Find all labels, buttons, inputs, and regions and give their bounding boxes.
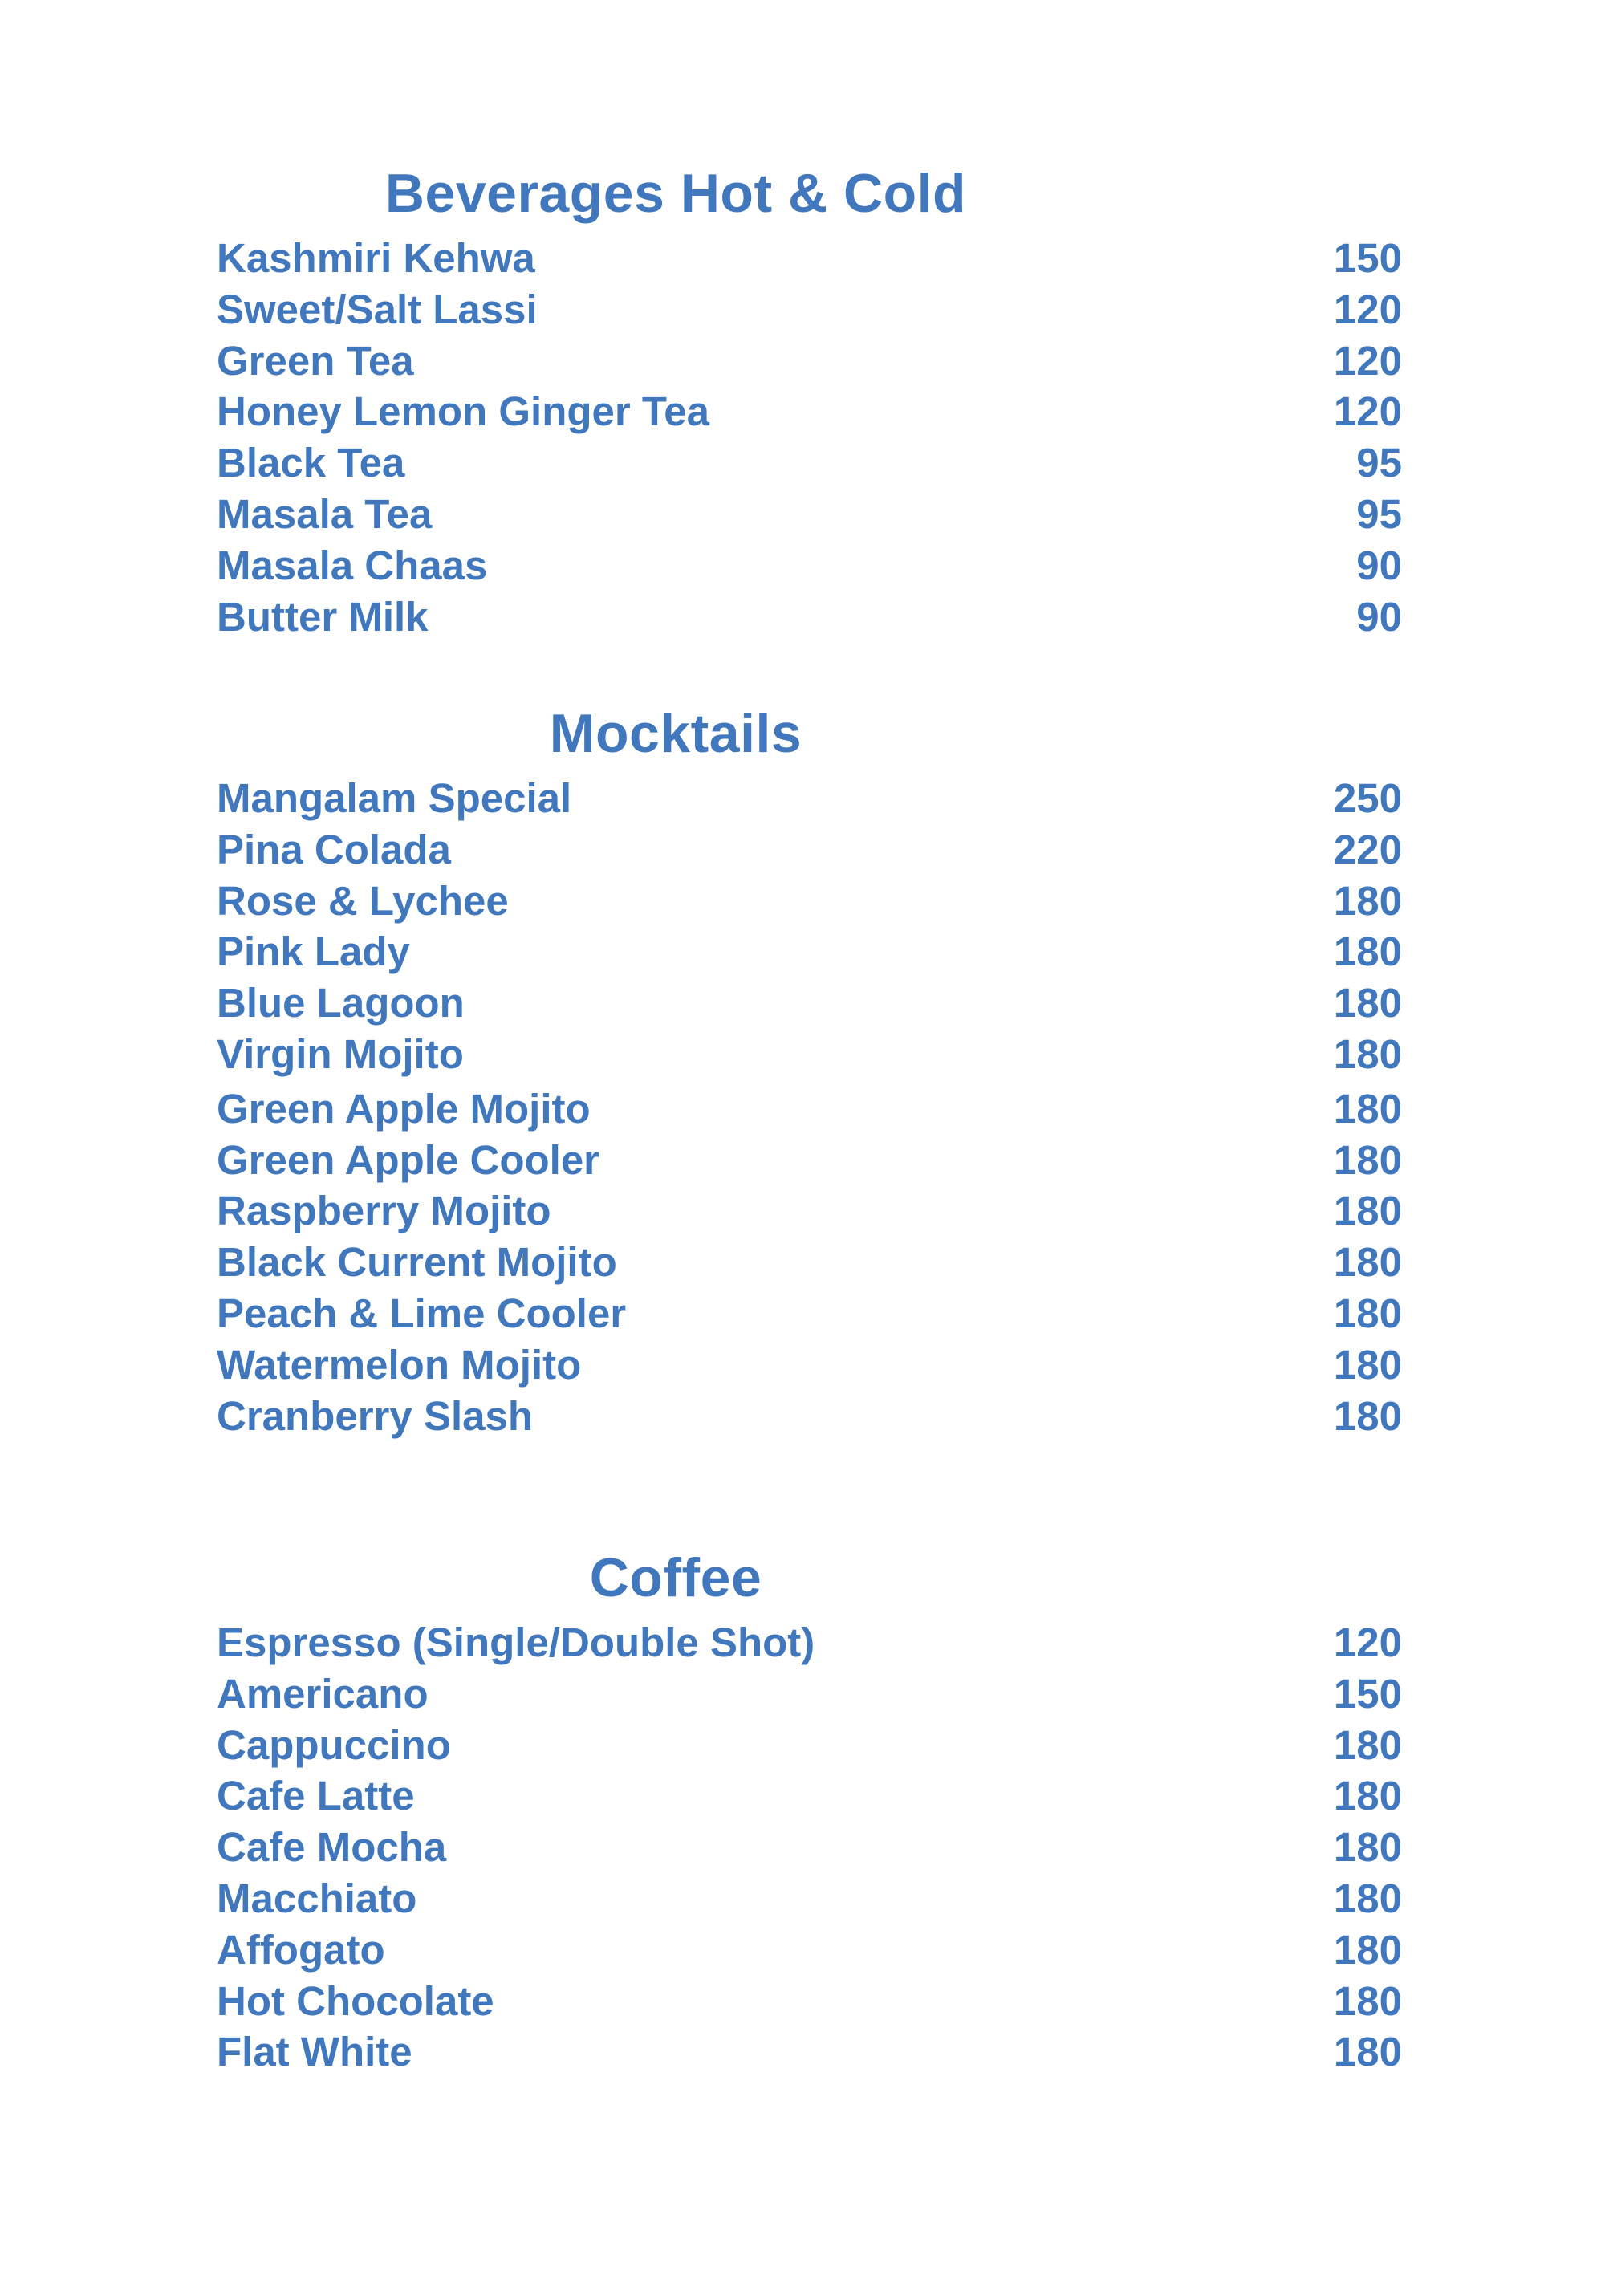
item-name: Green Apple Mojito	[217, 1085, 591, 1132]
item-price: 90	[1356, 542, 1402, 588]
item-price: 250	[1333, 775, 1402, 821]
item-name: Blue Lagoon	[217, 980, 465, 1026]
menu-item-row	[217, 1720, 1402, 1771]
item-name: Black Tea	[217, 440, 405, 486]
item-price: 120	[1333, 1619, 1402, 1665]
item-price: 180	[1333, 1030, 1402, 1077]
menu-item-row	[217, 1339, 1402, 1391]
item-name: Mangalam Special	[217, 775, 572, 821]
item-price: 180	[1333, 929, 1402, 975]
menu-item-row	[217, 926, 1402, 977]
section-title: Beverages Hot & Cold	[384, 163, 967, 224]
item-name: Cafe Mocha	[217, 1824, 447, 1871]
item-name: Virgin Mojito	[217, 1030, 464, 1077]
item-name: Masala Tea	[217, 490, 433, 537]
menu-item-row	[217, 233, 1402, 284]
item-name: Hot Chocolate	[217, 1977, 494, 2024]
item-price: 95	[1356, 490, 1402, 537]
menu-item-row	[217, 1873, 1402, 1924]
item-name: Pina Colada	[217, 826, 451, 872]
item-name: Americano	[217, 1670, 429, 1717]
item-name: Butter Milk	[217, 593, 429, 640]
item-name: Cappuccino	[217, 1721, 451, 1768]
menu-item-row	[217, 1770, 1402, 1822]
item-name: Honey Lemon Ginger Tea	[217, 388, 709, 435]
menu-item-row	[217, 1029, 1402, 1080]
item-name: Pink Lady	[217, 929, 410, 975]
section-mocktails	[217, 698, 1402, 1441]
item-price: 95	[1356, 440, 1402, 486]
item-name: Cafe Latte	[217, 1773, 415, 1819]
menu-item-group	[217, 233, 1402, 642]
item-price: 180	[1333, 877, 1402, 924]
section-coffee	[217, 1542, 1402, 2078]
menu-item-row	[217, 1976, 1402, 2027]
item-price: 180	[1333, 1290, 1402, 1336]
item-price: 180	[1333, 1085, 1402, 1132]
menu-item-row	[217, 284, 1402, 335]
item-name: Flat White	[217, 2029, 412, 2075]
section-title: Coffee	[589, 1547, 762, 1608]
item-price: 180	[1333, 1188, 1402, 1234]
item-price: 180	[1333, 980, 1402, 1026]
item-price: 180	[1333, 2029, 1402, 2075]
menu-item-row	[217, 876, 1402, 927]
menu-item-row	[217, 773, 1402, 824]
menu-item-row	[217, 437, 1402, 489]
item-price: 120	[1333, 337, 1402, 384]
menu-item-row	[217, 1288, 1402, 1339]
menu-item-row	[217, 540, 1402, 591]
item-name: Affogato	[217, 1926, 385, 1973]
item-name: Raspberry Mojito	[217, 1188, 551, 1234]
menu-item-row	[217, 824, 1402, 876]
menu-item-row	[217, 1668, 1402, 1720]
item-price: 180	[1333, 1136, 1402, 1183]
item-name: Rose & Lychee	[217, 877, 509, 924]
item-name: Black Current Mojito	[217, 1239, 617, 1286]
item-name: Espresso (Single/Double Shot)	[217, 1619, 815, 1665]
menu-item-row	[217, 1617, 1402, 1668]
item-price: 180	[1333, 1239, 1402, 1286]
item-name: Peach & Lime Cooler	[217, 1290, 627, 1336]
item-price: 220	[1333, 826, 1402, 872]
menu-item-group	[217, 1617, 1402, 2078]
item-name: Kashmiri Kehwa	[217, 235, 535, 281]
menu-item-row	[217, 1185, 1402, 1237]
menu-item-row	[217, 1391, 1402, 1442]
item-price: 180	[1333, 1875, 1402, 1921]
item-name: Sweet/Salt Lassi	[217, 286, 538, 332]
menu-item-row	[217, 591, 1402, 643]
item-price: 180	[1333, 1977, 1402, 2024]
section-beverages-hot-and-cold	[217, 158, 1402, 642]
item-price: 120	[1333, 388, 1402, 435]
item-name: Watermelon Mojito	[217, 1341, 582, 1388]
item-price: 150	[1333, 1670, 1402, 1717]
item-name: Masala Chaas	[217, 542, 488, 588]
item-price: 120	[1333, 286, 1402, 332]
item-price: 90	[1356, 593, 1402, 640]
item-price: 150	[1333, 235, 1402, 281]
item-name: Green Tea	[217, 337, 414, 384]
item-price: 180	[1333, 1341, 1402, 1388]
menu-item-row	[217, 1924, 1402, 1976]
menu-item-row	[217, 977, 1402, 1029]
menu-item-group	[217, 773, 1402, 1080]
item-price: 180	[1333, 1721, 1402, 1768]
menu-item-row	[217, 1135, 1402, 1186]
item-name: Green Apple Cooler	[217, 1136, 600, 1183]
menu-item-row	[217, 2026, 1402, 2078]
section-title: Mocktails	[549, 703, 802, 764]
menu-item-row	[217, 489, 1402, 540]
item-price: 180	[1333, 1824, 1402, 1871]
item-name: Cranberry Slash	[217, 1392, 534, 1439]
item-name: Macchiato	[217, 1875, 417, 1921]
menu-item-row	[217, 335, 1402, 387]
item-price: 180	[1333, 1392, 1402, 1439]
item-price: 180	[1333, 1773, 1402, 1819]
menu-item-row	[217, 1237, 1402, 1288]
menu-item-row	[217, 1083, 1402, 1135]
menu-item-group	[217, 1083, 1402, 1442]
menu-item-row	[217, 1822, 1402, 1873]
menu-item-row	[217, 386, 1402, 437]
item-price: 180	[1333, 1926, 1402, 1973]
